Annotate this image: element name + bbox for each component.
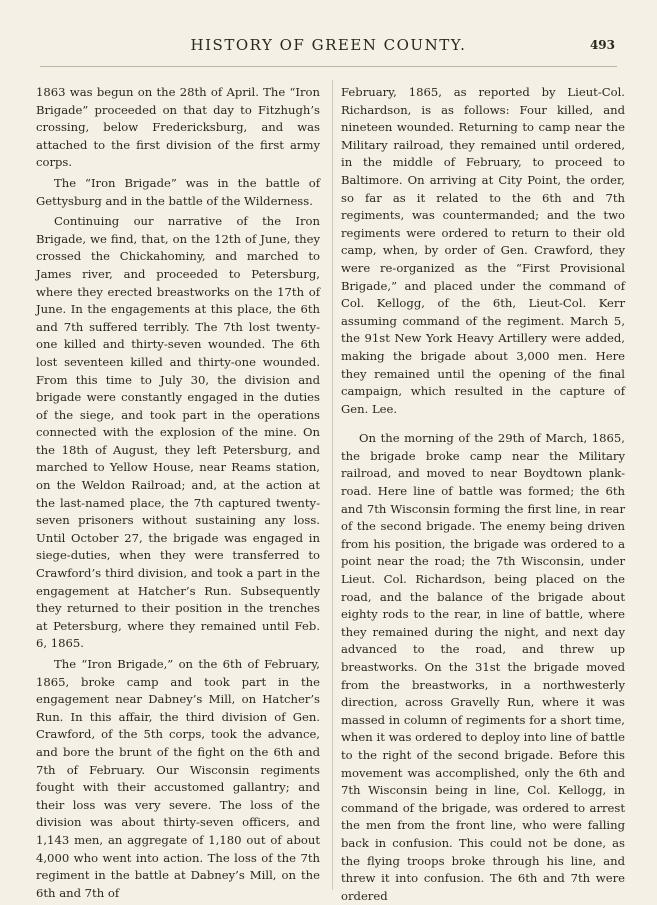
paragraph: The “Iron Brigade,” on the 6th of February, 1865, broke camp and took part in the engagement near Dabney’s Mill, on Hatcher’s Run. In this affair, the third division of Gen. Crawford, of the 5th corps, took the advance, and bore the brunt of the fight on the 6th and 7th of February. Our Wisconsin regiments fought with their accustomed gallantry; and their loss was very severe. The loss of the division was about thirty-seven officers, and 1,143 men, an aggregate of 1,180 out of about 4,000 who went into action. The loss of the 7th regiment in the battle at Dabney’s Mill, on the 6th and 7th of [36,657,320,900]
page-number: 493 [589,38,615,52]
right-column [341,84,625,905]
paragraph: Continuing our narrative of the Iron Brigade, we find, that, on the 12th of June, they crossed the Chickahominy, and marched to James river, and proceeded to Petersburg, where they erected breastworks on the 17th of June. In the engagements at this place, the 6th and 7th suffered terribly. The 7th lost twenty-one killed and thirty-seven wounded. The 6th lost seventeen killed and thirty-one wounded. From this time to July 30, the division and brigade were constantly engaged in the duties of the siege, and took part in the operations connected with the explosion of the mine. On the 18th of August, they left Petersburg, and marched to Yellow House, near Reams station, on the Weldon Railroad; and, at the action at the last-named place, the 7th captured twenty-seven prisoners without sustaining any loss. Until October 27, the brigade was engaged in siege-duties, when they were transferred to Crawford’s third division, and took a part in the engagement at Hatcher’s Run. Subsequently they returned to their position in the trenches at Petersburg, where they remained until Feb. 6, 1865. [36,214,320,651]
page-header [36,34,621,56]
left-column [36,84,320,902]
paragraph: 1863 was begun on the 28th of April. The “Iron Brigade” proceeded on that day to Fitzhugh’s crossing, below Fredericksburg, and was attached to the first division of the first army corps. [36,85,320,170]
paragraph: The “Iron Brigade” was in the battle of Gettysburg and in the battle of the Wilderness. [36,175,320,208]
running-title: HISTORY OF GREEN COUNTY. [190,36,467,54]
column-divider [332,80,333,890]
header-rule [40,66,617,67]
paragraph: February, 1865, as reported by Lieut-Col. Richardson, is as follows: Four killed, and nineteen wounded. Returning to camp near the Military railroad, they remained until ordered, in the middle of February, to proceed to Baltimore. On arriving at City Point, the order, so far as it related to the 6th and 7th regiments, was countermanded; and the two regiments were ordered to return to their old camp, when, by order of Gen. Crawford, they were re-organized as the “First Provisional Brigade,” and placed under the command of Col. Kellogg, of the 6th, Lieut-Col. Kerr assuming command of the regiment. March 5, the 91st New York Heavy Artillery were added, making the brigade about 3,000 men. Here they remained until the opening of the final campaign, which resulted in the capture of Gen. Lee. [341,85,625,416]
paragraph: On the morning of the 29th of March, 1865, the brigade broke camp near the Military railroad, and moved to near Boydtown plank-road. Here line of battle was formed; the 6th and 7th Wisconsin forming the first line, in rear of the second brigade. The enemy being driven from his position, the brigade was ordered to a point near the road; the 7th Wisconsin, under Lieut. Col. Richardson, being placed on the road, and the balance of the brigade about eighty rods to the rear, in line of battle, where they remained during the night, and next day advanced to the road, and threw up breastworks. On the 31st the brigade moved from the breastworks, in a northwesterly direction, across Gravelly Run, where it was massed in column of regiments for a short time, when it was ordered to deploy into line of battle to the right of the second brigade. Before this movement was accomplished, only the 6th and 7th Wisconsin being in line, Col. Kellogg, in command of the brigade, was ordered to arrest the men from the front line, who were falling back in confusion. This could not be done, as the flying troops broke through his line, and threw it into confusion. The 6th and 7th were ordered [341,431,625,903]
